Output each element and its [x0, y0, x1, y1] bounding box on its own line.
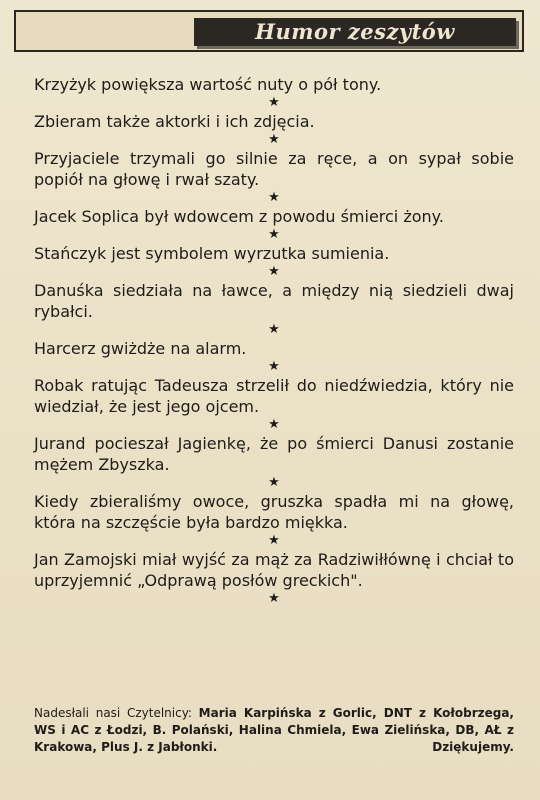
star-separator-icon: ★ [268, 227, 280, 242]
star-separator-icon: ★ [268, 417, 280, 432]
star-separator-icon: ★ [268, 95, 280, 110]
star-separator-icon: ★ [268, 475, 280, 490]
star-separator-icon: ★ [268, 264, 280, 279]
joke-item: Jan Zamojski miał wyjść za mąż za Radziwiłłównę i chciał to uprzyjemnić „Odprawą posłów greckich". [34, 550, 514, 590]
jokes-list [34, 74, 514, 607]
joke-item: Kiedy zbieraliśmy owoce, gruszka spadła mi na głowę, która na szczęście była bardzo miękka. [34, 492, 514, 532]
star-separator-icon: ★ [268, 132, 280, 147]
credits-thanks: Dziękujemy. [432, 740, 514, 754]
star-separator-icon: ★ [268, 322, 280, 337]
joke-item: Jurand pocieszał Jagienkę, że po śmierci Danusi zostanie mężem Zbyszka. [34, 434, 514, 474]
joke-item: Harcerz gwiżdże na alarm. [34, 339, 247, 358]
credits-intro: Nadesłali nasi Czytelnicy: [34, 706, 192, 720]
star-separator-icon: ★ [268, 190, 280, 205]
star-separator-icon: ★ [268, 359, 280, 374]
star-separator-icon: ★ [268, 533, 280, 548]
joke-item: Krzyżyk powiększa wartość nuty o pół tony. [34, 75, 382, 94]
joke-item: Danuśka siedziała na ławce, a między nią siedzieli dwaj rybałci. [34, 281, 514, 321]
joke-item: Stańczyk jest symbolem wyrzutka sumienia. [34, 244, 390, 263]
header-frame [14, 10, 524, 52]
page-title: Humor zeszytów [255, 19, 455, 44]
joke-item: Przyjaciele trzymali go silnie za ręce, a on sypał sobie popiół na głowę i rwał szaty. [34, 149, 514, 189]
joke-item: Robak ratując Tadeusza strzelił do niedźwiedzia, który nie wiedział, że jest jego ojcem. [34, 376, 514, 416]
header-banner [194, 18, 516, 46]
joke-item: Jacek Soplica był wdowcem z powodu śmierci żony. [34, 207, 444, 226]
star-separator-icon: ★ [268, 591, 280, 606]
joke-item: Zbieram także aktorki i ich zdjęcia. [34, 112, 315, 131]
reader-credits [34, 705, 514, 756]
credits-names: Maria Karpińska z Gorlic, DNT z Kołobrzega, WS i AC z Łodzi, B. Polański, Halina Chmiela, Ewa Zielińska, DB, AŁ z Krakowa, Plus J. z Jabłonki. [34, 706, 514, 754]
